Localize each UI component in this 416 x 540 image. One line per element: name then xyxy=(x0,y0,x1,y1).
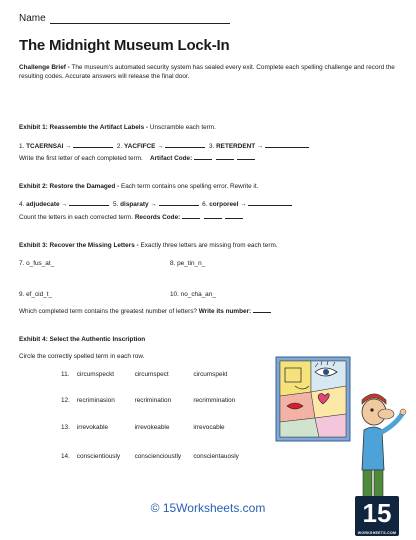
exhibit3-question: Which completed term contains the greatest number of letters? xyxy=(19,308,197,315)
choice-option[interactable]: irrevokeable xyxy=(134,424,170,431)
logo-number: 15 xyxy=(362,498,392,528)
choice-option[interactable]: conscientauosly xyxy=(193,453,239,460)
code-blank[interactable] xyxy=(216,153,234,160)
exhibit2-title: Exhibit 2: Restore the Damaged - xyxy=(19,183,120,190)
item-number: 4. xyxy=(19,201,25,208)
choice-option[interactable]: consciencioustly xyxy=(134,453,182,460)
exhibit2-task: Count the letters in each corrected term. xyxy=(19,214,134,221)
arrow-icon: → xyxy=(157,143,164,150)
code-blank[interactable] xyxy=(194,153,212,160)
brief-text: The museum's automated security system has sealed every exit. Complete each spelling challenge and record the resulting codes. Accurate answers will release the final door. xyxy=(19,64,395,80)
arrow-icon: → xyxy=(240,201,247,208)
worksheet-title: The Midnight Museum Lock-In xyxy=(19,37,230,54)
exhibit3-heading xyxy=(19,242,404,251)
choice-option[interactable]: irrevokable xyxy=(76,424,109,431)
item-number: 1. xyxy=(19,143,25,150)
missing-letters-item: 7. o_fus_at_ xyxy=(19,260,55,267)
misspelled-word: adjudecate xyxy=(26,201,60,208)
name-line[interactable] xyxy=(50,13,230,24)
choice-option[interactable]: circumspeckt xyxy=(76,371,115,378)
item-number: 11. xyxy=(61,371,70,378)
brief-label: Challenge Brief - xyxy=(19,64,70,71)
item-number: 2. xyxy=(116,143,123,150)
copyright-text[interactable]: © 15Worksheets.com xyxy=(150,501,266,515)
item-number: 13. xyxy=(61,424,70,431)
exhibit1-code-row xyxy=(19,153,255,164)
choice-option[interactable]: circumspect xyxy=(134,371,169,378)
missing-letters-item: 8. pe_tin_n_ xyxy=(170,260,206,267)
exhibit1-title: Exhibit 1: Reassemble the Artifact Labels - xyxy=(19,124,149,131)
choice-option[interactable]: recrimination xyxy=(134,397,172,404)
answer-blank[interactable] xyxy=(265,141,309,148)
missing-letters-item: 9. ef_cid_t_ xyxy=(19,291,53,298)
exhibit1-instruction: Unscramble each term. xyxy=(149,124,216,131)
answer-blank[interactable] xyxy=(165,141,205,148)
choice-row xyxy=(61,371,227,378)
arrow-icon: → xyxy=(61,201,68,208)
answer-blank[interactable] xyxy=(253,306,271,313)
exhibit2-instruction: Each term contains one spelling error. Rewrite it. xyxy=(120,183,259,190)
missing-letters-item: 10. no_cha_an_ xyxy=(170,291,216,298)
code-blank[interactable] xyxy=(182,212,200,219)
worksheets-logo xyxy=(355,496,399,536)
footer-copyright[interactable] xyxy=(0,501,416,515)
scrambled-word: RETERDENT xyxy=(216,143,256,150)
exhibit3-title: Exhibit 3: Recover the Missing Letters - xyxy=(19,242,139,249)
exhibit2-heading xyxy=(19,183,404,192)
arrow-icon: → xyxy=(150,201,157,208)
logo-text: WORKSHEETS.COM xyxy=(357,531,397,535)
misspelled-word: corporeel xyxy=(209,201,239,208)
exhibit1-heading xyxy=(19,124,404,133)
name-field xyxy=(19,13,230,24)
artifact-code-label: Artifact Code: xyxy=(149,155,193,162)
item-number: 12. xyxy=(61,397,70,404)
exhibit3-instruction: Exactly three letters are missing from each term. xyxy=(140,242,278,249)
name-label: Name xyxy=(19,13,46,24)
choice-option[interactable]: circumspekt xyxy=(193,371,228,378)
choice-option[interactable]: conscientiously xyxy=(76,453,121,460)
scrambled-word: YACFIFCE xyxy=(124,143,156,150)
exhibit4-heading xyxy=(19,336,259,345)
choice-row xyxy=(61,453,239,460)
choice-row xyxy=(61,397,235,404)
exhibit2-items xyxy=(19,199,292,210)
exhibit4-instruction: Circle the correctly spelled term in each row. xyxy=(19,353,145,360)
exhibit2-code-row xyxy=(19,212,243,223)
arrow-icon: → xyxy=(65,143,72,150)
arrow-icon: → xyxy=(256,143,264,150)
misspelled-word: disparaty xyxy=(120,201,149,208)
code-blank[interactable] xyxy=(225,212,243,219)
abstract-painting-image xyxy=(275,356,351,442)
records-code-label: Records Code: xyxy=(134,214,181,221)
answer-blank[interactable] xyxy=(159,199,199,206)
exhibit3-question-row xyxy=(19,306,271,317)
choice-option[interactable]: recriminasion xyxy=(76,397,115,404)
item-number: 3. xyxy=(208,143,215,150)
exhibit1-items xyxy=(19,141,309,152)
exhibit1-task: Write the first letter of each completed term. xyxy=(19,155,143,162)
challenge-brief xyxy=(19,64,399,81)
code-blank[interactable] xyxy=(237,153,255,160)
answer-blank[interactable] xyxy=(73,141,113,148)
item-number: 5. xyxy=(113,201,119,208)
choice-row xyxy=(61,424,225,431)
write-number-label: Write its number: xyxy=(198,308,252,315)
choice-option[interactable]: irrevocable xyxy=(193,424,225,431)
answer-blank[interactable] xyxy=(69,199,109,206)
code-blank[interactable] xyxy=(204,212,222,219)
item-number: 14. xyxy=(61,453,70,460)
answer-blank[interactable] xyxy=(248,199,292,206)
scrambled-word: TCAERNSAI xyxy=(26,143,64,150)
exhibit4-title: Exhibit 4: Select the Authentic Inscription xyxy=(19,336,146,343)
item-number: 6. xyxy=(202,201,208,208)
choice-option[interactable]: recrimmination xyxy=(193,397,236,404)
